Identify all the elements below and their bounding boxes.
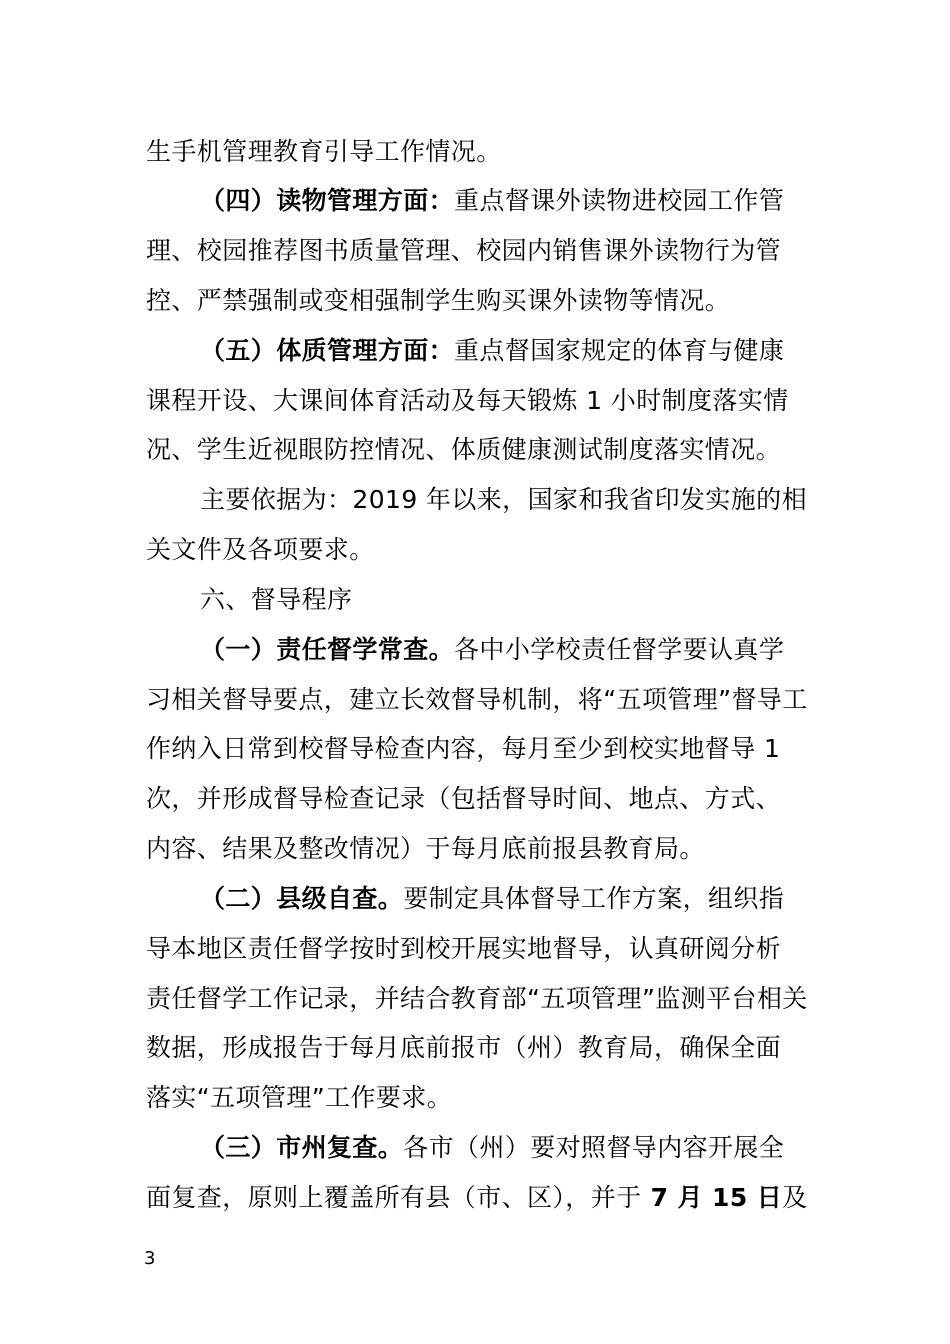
subsection-3-heading: （三）市州复查。 xyxy=(200,1133,404,1162)
subsection-2-heading-line xyxy=(200,884,784,914)
section-4-heading: （四）读物管理方面： xyxy=(200,186,455,215)
subsection-1-heading-line xyxy=(200,635,784,665)
text-line: 数据，形成报告于每月底前报市（州）教育局，确保全面 xyxy=(146,1033,782,1062)
page-number: 3 xyxy=(144,1248,156,1269)
section-5-body-start: 重点督国家规定的体育与健康 xyxy=(454,336,785,365)
subsection-1-heading: （一）责任督学常查。 xyxy=(200,635,455,664)
text-line: 责任督学工作记录，并结合教育部“五项管理”监测平台相关 xyxy=(146,984,808,1013)
text-line: 课程开设、大课间体育活动及每天锻炼 1 小时制度落实情 xyxy=(146,386,789,415)
text-line: 内容、结果及整改情况）于每月底前报县教育局。 xyxy=(146,834,705,863)
text-segment: 面复查，原则上覆盖所有县（市、区），并于 xyxy=(146,1183,642,1212)
text-line: 生手机管理教育引导工作情况。 xyxy=(146,137,502,166)
text-line: 次，并形成督导检查记录（包括督导时间、地点、方式、 xyxy=(146,784,782,813)
text-line: 控、严禁强制或变相强制学生购买课外读物等情况。 xyxy=(146,286,731,315)
section-heading-procedure: 六、督导程序 xyxy=(200,585,353,614)
section-5-heading: （五）体质管理方面： xyxy=(200,336,455,365)
subsection-2-body-start: 要制定具体督导工作方案，组织指 xyxy=(403,884,785,913)
subsection-1-body-start: 各中小学校责任督学要认真学 xyxy=(454,635,785,664)
text-line xyxy=(146,1183,808,1213)
deadline-date: 7 月 15 日 xyxy=(641,1183,783,1212)
section-4-body-start: 重点督课外读物进校园工作管 xyxy=(454,186,785,215)
text-line: 理、校园推荐图书质量管理、校园内销售课外读物行为管 xyxy=(146,236,782,265)
subsection-2-heading: （二）县级自查。 xyxy=(200,884,404,913)
text-line: 落实“五项管理”工作要求。 xyxy=(146,1083,453,1112)
text-line: 习相关督导要点，建立长效督导机制，将“五项管理”督导工 xyxy=(146,685,808,714)
subsection-3-body-start: 各市（州）要对照督导内容开展全 xyxy=(403,1133,785,1162)
subsection-3-heading-line xyxy=(200,1133,784,1163)
text-line: 导本地区责任督学按时到校开展实地督导，认真研阅分析 xyxy=(146,934,782,963)
basis-paragraph-line: 主要依据为：2019 年以来，国家和我省印发实施的相 xyxy=(200,485,807,514)
text-line: 作纳入日常到校督导检查内容，每月至少到校实地督导 1 xyxy=(146,734,781,763)
section-5-heading-line xyxy=(200,336,784,366)
text-line: 关文件及各项要求。 xyxy=(146,535,375,564)
text-line: 况、学生近视眼防控情况、体质健康测试制度落实情况。 xyxy=(146,435,782,464)
section-4-heading-line xyxy=(200,186,784,216)
text-segment: 及 xyxy=(782,1183,808,1212)
